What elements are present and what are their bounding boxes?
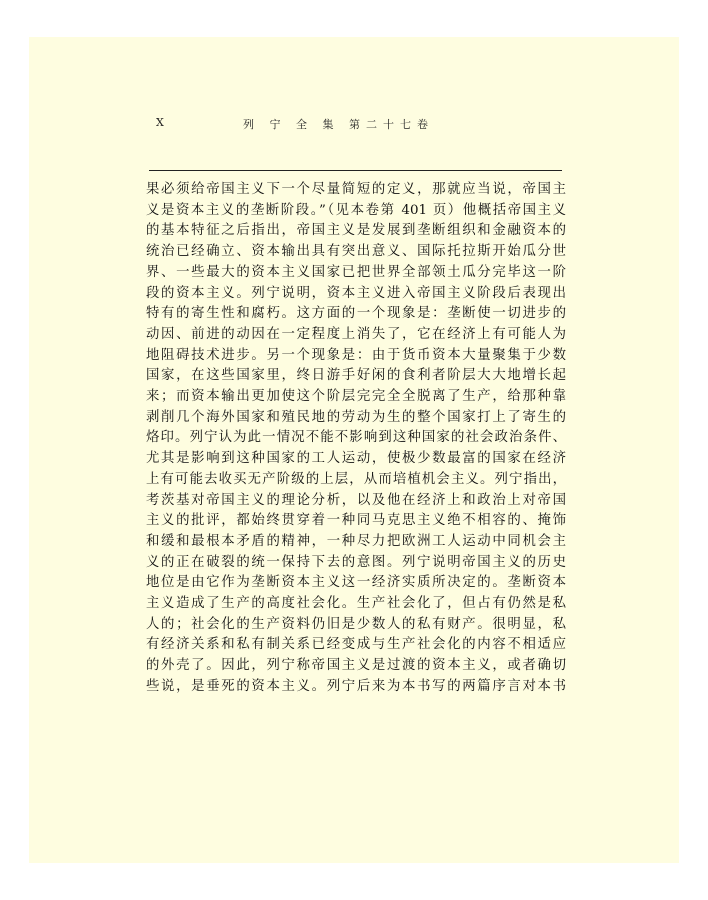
- body-text: [146, 180, 566, 698]
- text-line: 烙印。列宁认为此一情况不能不影响到这种国家的社会政治条件、: [146, 430, 566, 446]
- text-line: 的外壳了。因此，列宁称帝国主义是过渡的资本主义，或者确切: [146, 658, 566, 674]
- text-line: 特有的寄生性和腐朽。这方面的一个现象是：垄断使一切进步的: [146, 306, 566, 322]
- book-title: 列 宁 全 集 第二十七卷: [243, 118, 434, 131]
- page-number: X: [156, 116, 164, 129]
- text-line: 地位是由它作为垄断资本主义这一经济实质所决定的。垄断资本: [146, 575, 566, 591]
- text-line: 地阻碍技术进步。另一个现象是：由于货币资本大量聚集于少数: [146, 347, 566, 363]
- text-line: 上有可能去收买无产阶级的上层，从而培植机会主义。列宁指出，: [146, 471, 566, 487]
- text-line: 主义造成了生产的高度社会化。生产社会化了，但占有仍然是私: [146, 596, 566, 612]
- text-line: 果必须给帝国主义下一个尽量简短的定义，那就应当说，帝国主: [146, 182, 566, 197]
- text-line: 界、一些最大的资本主义国家已把世界全部领土瓜分完毕这一阶: [146, 264, 566, 280]
- text-line: 有经济关系和私有制关系已经变成与生产社会化的内容不相适应: [146, 637, 566, 653]
- text-line: 考茨基对帝国主义的理论分析，以及他在经济上和政治上对帝国: [146, 492, 566, 508]
- text-line: 和缓和最根本矛盾的精神，一种尽力把欧洲工人运动中同机会主: [146, 533, 566, 549]
- text-line: 段的资本主义。列宁说明，资本主义进入帝国主义阶段后表现出: [146, 285, 566, 301]
- text-line: 人的；社会化的生产资料仍旧是少数人的私有财产。很明显，私: [146, 616, 566, 632]
- text-line: 义的正在破裂的统一保持下去的意图。列宁说明帝国主义的历史: [146, 554, 566, 570]
- running-header: [116, 116, 561, 134]
- text-line: 些说，是垂死的资本主义。列宁后来为本书写的两篇序言对本书: [146, 678, 566, 694]
- text-line: 来；而资本输出更加使这个阶层完完全全脱离了生产，给那种靠: [146, 389, 566, 405]
- text-line: 尤其是影响到这种国家的工人运动，使极少数最富的国家在经济: [146, 451, 566, 467]
- text-line: 统治已经确立、资本输出具有突出意义、国际托拉斯开始瓜分世: [146, 244, 566, 260]
- text-line: 剥削几个海外国家和殖民地的劳动为生的整个国家打上了寄生的: [146, 409, 566, 425]
- text-line: 的基本特征之后指出，帝国主义是发展到垄断组织和金融资本的: [146, 223, 566, 239]
- text-line: 主义的批评，都始终贯穿着一种同马克思主义绝不相容的、掩饰: [146, 513, 566, 529]
- text-line: 国家，在这些国家里，终日游手好闲的食利者阶层大大地增长起: [146, 368, 566, 384]
- text-line: 义是资本主义的垄断阶段。”（见本卷第 401 页）他概括帝国主义: [146, 202, 566, 218]
- text-line: 动因、前进的动因在一定程度上消失了，它在经济上有可能人为: [146, 326, 566, 342]
- header-rule: [149, 170, 562, 171]
